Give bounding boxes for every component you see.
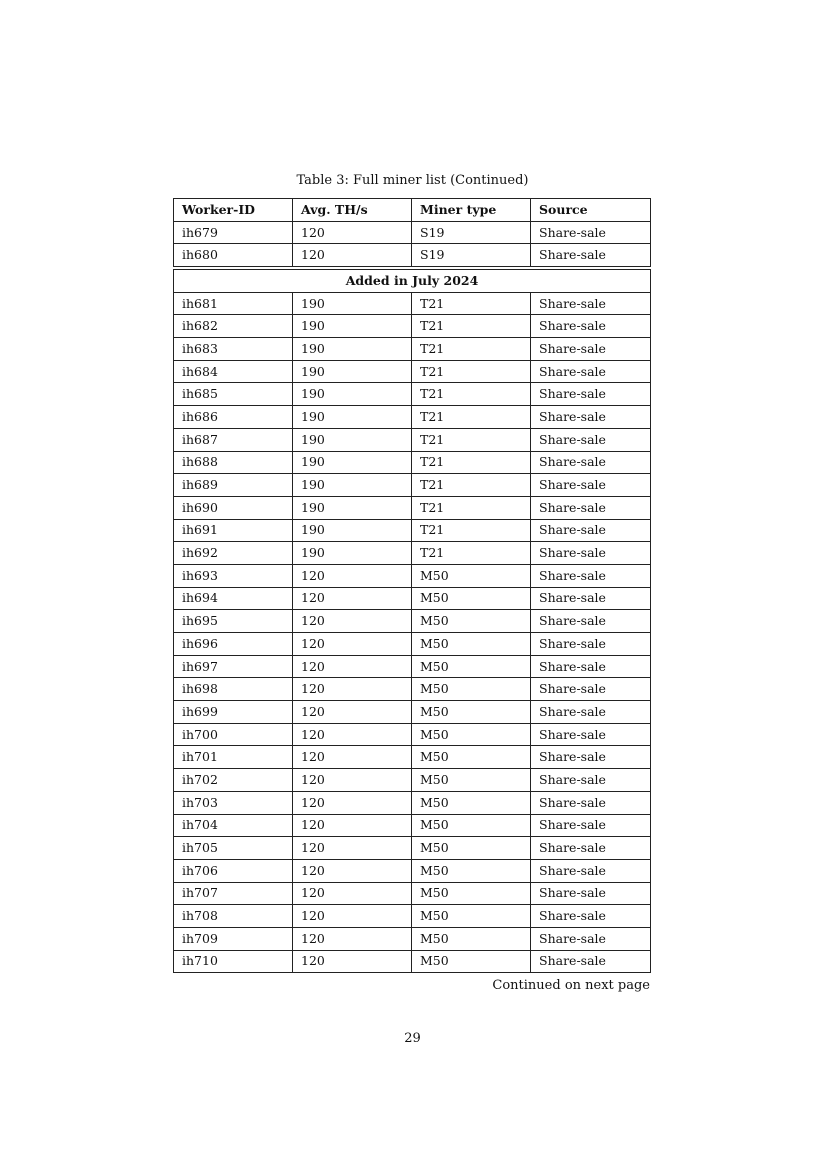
worker-id-cell: ih693 bbox=[174, 564, 293, 587]
source-cell: Share-sale bbox=[531, 723, 651, 746]
avg-ths-cell: 120 bbox=[293, 221, 412, 244]
avg-ths-cell: 190 bbox=[293, 474, 412, 497]
miner-type-cell: T21 bbox=[412, 383, 531, 406]
avg-ths-cell: 190 bbox=[293, 428, 412, 451]
worker-id-cell: ih684 bbox=[174, 360, 293, 383]
source-cell: Share-sale bbox=[531, 428, 651, 451]
miner-type-cell: M50 bbox=[412, 927, 531, 950]
miner-type-cell: M50 bbox=[412, 769, 531, 792]
worker-id-cell: ih698 bbox=[174, 678, 293, 701]
miner-type-cell: M50 bbox=[412, 610, 531, 633]
table-row bbox=[174, 315, 651, 338]
worker-id-cell: ih697 bbox=[174, 655, 293, 678]
worker-id-cell: ih704 bbox=[174, 814, 293, 837]
miner-type-cell: T21 bbox=[412, 474, 531, 497]
avg-ths-cell: 190 bbox=[293, 451, 412, 474]
miner-type-cell: M50 bbox=[412, 837, 531, 860]
avg-ths-cell: 190 bbox=[293, 496, 412, 519]
miner-type-cell: M50 bbox=[412, 814, 531, 837]
avg-ths-cell: 120 bbox=[293, 927, 412, 950]
page-number: 29 bbox=[404, 1031, 421, 1046]
miner-table-july-2024-block bbox=[173, 269, 651, 973]
table-row bbox=[174, 406, 651, 429]
table-row bbox=[174, 746, 651, 769]
miner-type-cell: T21 bbox=[412, 292, 531, 315]
miner-type-cell: M50 bbox=[412, 701, 531, 724]
table-row bbox=[174, 814, 651, 837]
worker-id-cell: ih701 bbox=[174, 746, 293, 769]
table-row bbox=[174, 221, 651, 244]
worker-id-cell: ih696 bbox=[174, 633, 293, 656]
miner-type-cell: M50 bbox=[412, 746, 531, 769]
table-row bbox=[174, 723, 651, 746]
table-row bbox=[174, 837, 651, 860]
worker-id-cell: ih708 bbox=[174, 905, 293, 928]
source-cell: Share-sale bbox=[531, 564, 651, 587]
avg-ths-cell: 190 bbox=[293, 292, 412, 315]
avg-ths-cell: 120 bbox=[293, 769, 412, 792]
table-row bbox=[174, 451, 651, 474]
miner-type-cell: M50 bbox=[412, 587, 531, 610]
continued-note: Continued on next page bbox=[492, 978, 650, 993]
table-body-top bbox=[174, 221, 651, 266]
table-row bbox=[174, 564, 651, 587]
avg-ths-cell: 190 bbox=[293, 542, 412, 565]
worker-id-cell: ih694 bbox=[174, 587, 293, 610]
worker-id-cell: ih699 bbox=[174, 701, 293, 724]
miner-type-cell: S19 bbox=[412, 244, 531, 267]
worker-id-cell: ih681 bbox=[174, 292, 293, 315]
source-cell: Share-sale bbox=[531, 791, 651, 814]
source-cell: Share-sale bbox=[531, 406, 651, 429]
table-row bbox=[174, 338, 651, 361]
worker-id-cell: ih709 bbox=[174, 927, 293, 950]
worker-id-cell: ih705 bbox=[174, 837, 293, 860]
avg-ths-cell: 120 bbox=[293, 564, 412, 587]
source-cell: Share-sale bbox=[531, 383, 651, 406]
miner-type-cell: M50 bbox=[412, 882, 531, 905]
table-row bbox=[174, 244, 651, 267]
source-cell: Share-sale bbox=[531, 678, 651, 701]
miner-type-cell: M50 bbox=[412, 655, 531, 678]
table-row bbox=[174, 587, 651, 610]
table-row bbox=[174, 474, 651, 497]
worker-id-cell: ih686 bbox=[174, 406, 293, 429]
avg-ths-cell: 120 bbox=[293, 610, 412, 633]
table-body-bottom bbox=[174, 270, 651, 973]
source-cell: Share-sale bbox=[531, 519, 651, 542]
miner-type-cell: M50 bbox=[412, 950, 531, 973]
source-cell: Share-sale bbox=[531, 769, 651, 792]
miner-type-cell: T21 bbox=[412, 428, 531, 451]
source-cell: Share-sale bbox=[531, 221, 651, 244]
section-label: Added in July 2024 bbox=[174, 270, 651, 293]
source-cell: Share-sale bbox=[531, 587, 651, 610]
miner-type-cell: T21 bbox=[412, 496, 531, 519]
table-row bbox=[174, 655, 651, 678]
table-caption: Table 3: Full miner list (Continued) bbox=[296, 173, 529, 188]
miner-type-cell: T21 bbox=[412, 519, 531, 542]
miner-type-cell: M50 bbox=[412, 678, 531, 701]
source-cell: Share-sale bbox=[531, 542, 651, 565]
source-cell: Share-sale bbox=[531, 244, 651, 267]
source-cell: Share-sale bbox=[531, 837, 651, 860]
miner-type-cell: M50 bbox=[412, 859, 531, 882]
avg-ths-cell: 120 bbox=[293, 837, 412, 860]
worker-id-cell: ih703 bbox=[174, 791, 293, 814]
miner-type-cell: M50 bbox=[412, 723, 531, 746]
miner-type-cell: T21 bbox=[412, 406, 531, 429]
miner-table-header-block bbox=[173, 198, 651, 267]
avg-ths-cell: 120 bbox=[293, 746, 412, 769]
table-row bbox=[174, 383, 651, 406]
table-row bbox=[174, 496, 651, 519]
miner-type-cell: S19 bbox=[412, 221, 531, 244]
source-cell: Share-sale bbox=[531, 882, 651, 905]
avg-ths-cell: 190 bbox=[293, 519, 412, 542]
avg-ths-cell: 120 bbox=[293, 587, 412, 610]
table-row bbox=[174, 791, 651, 814]
worker-id-cell: ih685 bbox=[174, 383, 293, 406]
source-cell: Share-sale bbox=[531, 655, 651, 678]
worker-id-cell: ih706 bbox=[174, 859, 293, 882]
section-row bbox=[174, 270, 651, 293]
worker-id-cell: ih687 bbox=[174, 428, 293, 451]
table-row bbox=[174, 428, 651, 451]
avg-ths-cell: 120 bbox=[293, 950, 412, 973]
avg-ths-cell: 190 bbox=[293, 360, 412, 383]
worker-id-cell: ih680 bbox=[174, 244, 293, 267]
miner-type-cell: M50 bbox=[412, 791, 531, 814]
column-header-source: Source bbox=[531, 199, 651, 222]
miner-type-cell: T21 bbox=[412, 542, 531, 565]
table-row bbox=[174, 519, 651, 542]
table-row bbox=[174, 292, 651, 315]
miner-type-cell: M50 bbox=[412, 633, 531, 656]
source-cell: Share-sale bbox=[531, 610, 651, 633]
table-row bbox=[174, 610, 651, 633]
source-cell: Share-sale bbox=[531, 905, 651, 928]
table-row bbox=[174, 905, 651, 928]
column-header-worker-id: Worker-ID bbox=[174, 199, 293, 222]
avg-ths-cell: 120 bbox=[293, 791, 412, 814]
worker-id-cell: ih689 bbox=[174, 474, 293, 497]
table-row bbox=[174, 542, 651, 565]
source-cell: Share-sale bbox=[531, 474, 651, 497]
avg-ths-cell: 120 bbox=[293, 244, 412, 267]
table-row bbox=[174, 701, 651, 724]
avg-ths-cell: 120 bbox=[293, 701, 412, 724]
source-cell: Share-sale bbox=[531, 633, 651, 656]
source-cell: Share-sale bbox=[531, 746, 651, 769]
source-cell: Share-sale bbox=[531, 292, 651, 315]
worker-id-cell: ih691 bbox=[174, 519, 293, 542]
source-cell: Share-sale bbox=[531, 338, 651, 361]
column-header-avg-ths: Avg. TH/s bbox=[293, 199, 412, 222]
source-cell: Share-sale bbox=[531, 451, 651, 474]
table-row bbox=[174, 882, 651, 905]
worker-id-cell: ih702 bbox=[174, 769, 293, 792]
source-cell: Share-sale bbox=[531, 701, 651, 724]
table-row bbox=[174, 927, 651, 950]
miner-type-cell: T21 bbox=[412, 315, 531, 338]
source-cell: Share-sale bbox=[531, 315, 651, 338]
table-header-row bbox=[174, 199, 651, 222]
avg-ths-cell: 120 bbox=[293, 655, 412, 678]
worker-id-cell: ih690 bbox=[174, 496, 293, 519]
miner-type-cell: M50 bbox=[412, 564, 531, 587]
avg-ths-cell: 120 bbox=[293, 905, 412, 928]
table-row bbox=[174, 859, 651, 882]
avg-ths-cell: 120 bbox=[293, 678, 412, 701]
avg-ths-cell: 190 bbox=[293, 338, 412, 361]
miner-type-cell: T21 bbox=[412, 360, 531, 383]
worker-id-cell: ih707 bbox=[174, 882, 293, 905]
column-header-miner-type: Miner type bbox=[412, 199, 531, 222]
source-cell: Share-sale bbox=[531, 859, 651, 882]
worker-id-cell: ih710 bbox=[174, 950, 293, 973]
worker-id-cell: ih682 bbox=[174, 315, 293, 338]
miner-type-cell: M50 bbox=[412, 905, 531, 928]
source-cell: Share-sale bbox=[531, 950, 651, 973]
table-row bbox=[174, 769, 651, 792]
avg-ths-cell: 120 bbox=[293, 882, 412, 905]
table-row bbox=[174, 950, 651, 973]
source-cell: Share-sale bbox=[531, 496, 651, 519]
worker-id-cell: ih683 bbox=[174, 338, 293, 361]
table-row bbox=[174, 678, 651, 701]
source-cell: Share-sale bbox=[531, 814, 651, 837]
worker-id-cell: ih679 bbox=[174, 221, 293, 244]
worker-id-cell: ih688 bbox=[174, 451, 293, 474]
worker-id-cell: ih695 bbox=[174, 610, 293, 633]
worker-id-cell: ih700 bbox=[174, 723, 293, 746]
avg-ths-cell: 190 bbox=[293, 406, 412, 429]
table-row bbox=[174, 633, 651, 656]
avg-ths-cell: 120 bbox=[293, 814, 412, 837]
avg-ths-cell: 120 bbox=[293, 859, 412, 882]
table-row bbox=[174, 360, 651, 383]
miner-type-cell: T21 bbox=[412, 451, 531, 474]
source-cell: Share-sale bbox=[531, 360, 651, 383]
source-cell: Share-sale bbox=[531, 927, 651, 950]
avg-ths-cell: 190 bbox=[293, 315, 412, 338]
miner-type-cell: T21 bbox=[412, 338, 531, 361]
avg-ths-cell: 120 bbox=[293, 723, 412, 746]
avg-ths-cell: 190 bbox=[293, 383, 412, 406]
avg-ths-cell: 120 bbox=[293, 633, 412, 656]
worker-id-cell: ih692 bbox=[174, 542, 293, 565]
